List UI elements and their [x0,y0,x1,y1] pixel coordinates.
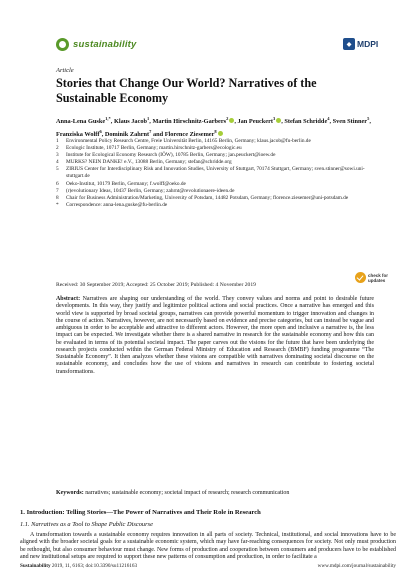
author-affiliation-mark: 4 [327,116,330,121]
affiliation-number: 2 [56,145,59,152]
affiliation-text: Ecologic Institute, 10717 Berlin, Germany; martin.hirschnitz-garbers@ecologic.eu [66,145,242,152]
author[interactable] [56,118,111,125]
page-footer [20,563,396,569]
author-list: Anna-Lena Guske$^{1,*}$, Klaus Jacob$^1$, Martin Hirschnitz-Garbers$^2$ , Jan Peuckert$^3$ , Stefan Schridde$^4$, Sven Stinner$^5$, Franziska Wolff$^6$, Dominik Zahrnt$^7$ and Florence Ziesemer$^8$ [56,116,371,139]
author-name: Jan Peuckert [237,118,273,126]
affiliation-text: (r)evolutionary Ideas, 10437 Berlin, Germany; zahrnt@revolutionaere-ideen.de [66,187,235,194]
affiliation-text: Chair for Business Administration/Marketing, University of Potsdam, 14482 Potsdam, Germany; florence.ziesemer@uni-potsdam.de [66,194,349,201]
affiliation-item [56,166,386,180]
affiliation-text: Environmental Policy Research Centre, Freie Universität Berlin, 14165 Berlin, Germany; klaus.jacob@fu-berlin.de [66,138,311,144]
author-affiliation-mark: 6 [99,129,102,135]
affiliation-item [56,188,386,195]
affiliation-number: 7 [56,187,59,194]
check-updates-line2: updates [368,277,386,283]
affiliation-list [56,138,386,209]
author-name: Klaus Jacob [113,118,148,126]
affiliation-text: Oeko-Institut, 10179 Berlin, Germany; f.wolff@oeko.de [66,180,186,187]
publisher-logo [343,38,378,50]
author-affiliation-mark: 1,* [105,116,111,121]
affiliation-item [56,181,386,188]
author[interactable] [333,118,370,125]
journal-name: sustainability [73,39,137,50]
orcid-icon[interactable] [218,131,223,136]
affiliation-item [56,195,386,202]
author-name: Anna-Lena Guske [56,118,106,126]
author[interactable] [114,118,149,125]
sustainability-logo-icon [56,38,69,51]
subsection-heading: 1.1. Narratives as a Tool to Shape Public Discourse [20,521,153,528]
affiliation-number: 6 [56,180,59,187]
author-affiliation-mark: 3 [272,116,276,121]
keywords-label: Keywords: [56,490,84,496]
author-name: Stefan Schridde [284,118,328,126]
abstract-text: Narratives are shaping our understanding of the world. They convey values and norms and point to desirable future developments. In this way, they justify and legitimize political actions and social practices. Once a narrative has emerged and this world view is supported by broad societal groups, narratives can provide powerful momentum to trigger innovation and changes in the course of action. Narratives, however, are not necessarily based on evidence and precise categories, but can instead be vague and ambiguous in order to be acceptable and attractive to different actors. However, the more open and inclusive a narrative is, the less impact can be expected. We investigate whether there is a shared narrative in research for the sustainable economy and how this can be evaluated in terms of its potential societal impact. The paper carves out the visions for the future that have been underlying the research projects conducted within the German Federal Ministry of Education and Research (BMBF) funding programme “The Sustainable Economy”. It then analyzes whether these visions are compatible with narratives dominating societal discourse on the sustainable economy, and concludes how the use of visions and narratives in research can contribute to fostering societal transformations. [56,296,374,375]
author-name: Florence Ziesemer [164,131,215,139]
affiliation-number: 4 [56,159,59,166]
keywords [56,490,374,497]
publication-dates: Received: 30 September 2019; Accepted: 25 October 2019; Published: 4 November 2019 [56,282,256,288]
section-heading: 1. Introduction: Telling Stories—The Power of Narratives and Their Role in Research [20,509,261,516]
affiliation-number: 1 [56,138,59,144]
author-name: Sven Stinner [332,118,368,126]
orcid-icon[interactable] [276,118,281,123]
author[interactable] [152,118,234,125]
author-affiliation-mark: 1 [147,116,150,121]
affiliation-number: * [56,201,59,208]
author-affiliation-mark: 8 [214,129,217,135]
author-affiliation-mark: 5 [367,116,370,121]
affiliation-text: Correspondence: anna-lena.guske@fu-berlin.de [66,201,168,208]
author-name: Dominik Zahrnt [104,131,150,139]
keywords-text: narratives; sustainable economy; societal impact of research; research communication [85,490,290,496]
affiliation-text: MURKS? NEIN DANKE! e.V., 13088 Berlin, Germany; stefan@schridde.org [66,159,232,166]
article-type: Article [56,67,74,74]
affiliation-text: Institute for Ecological Economy Research (IÖW), 10785 Berlin, Germany; jan.peuckert@ioew.de [66,152,276,159]
footer-citation-rest: 2019, 11, 6163; doi:10.3390/su11216163 [51,563,138,569]
author[interactable] [284,118,329,125]
footer-citation [20,563,137,569]
mdpi-logo-icon: ◆ [343,38,355,50]
body-paragraph [20,532,396,561]
affiliation-text: ZIRIUS Center for Interdisciplinary Risk and Innovation Studies, University of Stuttgart, 70174 Stuttgart, Germany; sven.stinner@sowi.uni-stuttgart.de [66,166,365,180]
affiliation-item [56,138,386,145]
footer-url[interactable]: www.mdpi.com/journal/sustainability [317,563,396,569]
affiliation-number: 3 [56,152,59,159]
journal-logo [56,38,137,51]
affiliation-number: 5 [56,166,59,173]
orcid-icon[interactable] [229,118,234,123]
abstract [56,296,374,376]
author-affiliation-mark: 2 [226,116,229,121]
author-affiliation-mark: 7 [149,129,152,135]
author[interactable] [237,118,281,125]
publisher-name: MDPI [357,39,379,49]
author-name: Martin Hirschnitz-Garbers [152,118,227,126]
check-updates-line1: check for [368,272,389,278]
affiliation-item [56,202,386,209]
author-name: Franziska Wolff [56,131,100,139]
footer-journal: Sustainability [20,563,51,569]
affiliation-number: 8 [56,194,59,201]
abstract-label: Abstract: [56,296,81,302]
paper-title: Stories that Change Our World? Narratives of the Sustainable Economy [56,76,317,105]
body-paragraph-text: A transformation towards a sustainable economy requires innovation in all parts of society. Technical, institutional, and social innovations have to be aligned with the broader societal goals for a sustainable economic system, which may have far-reaching consequences for society. Not only must production be rethought, but also consumer behaviour must change. New forms of production and cooperation between consumers and producers have to be established and new institutional setups are required to support these new patterns of consumption and production, in order to facilitate a [20,532,396,560]
